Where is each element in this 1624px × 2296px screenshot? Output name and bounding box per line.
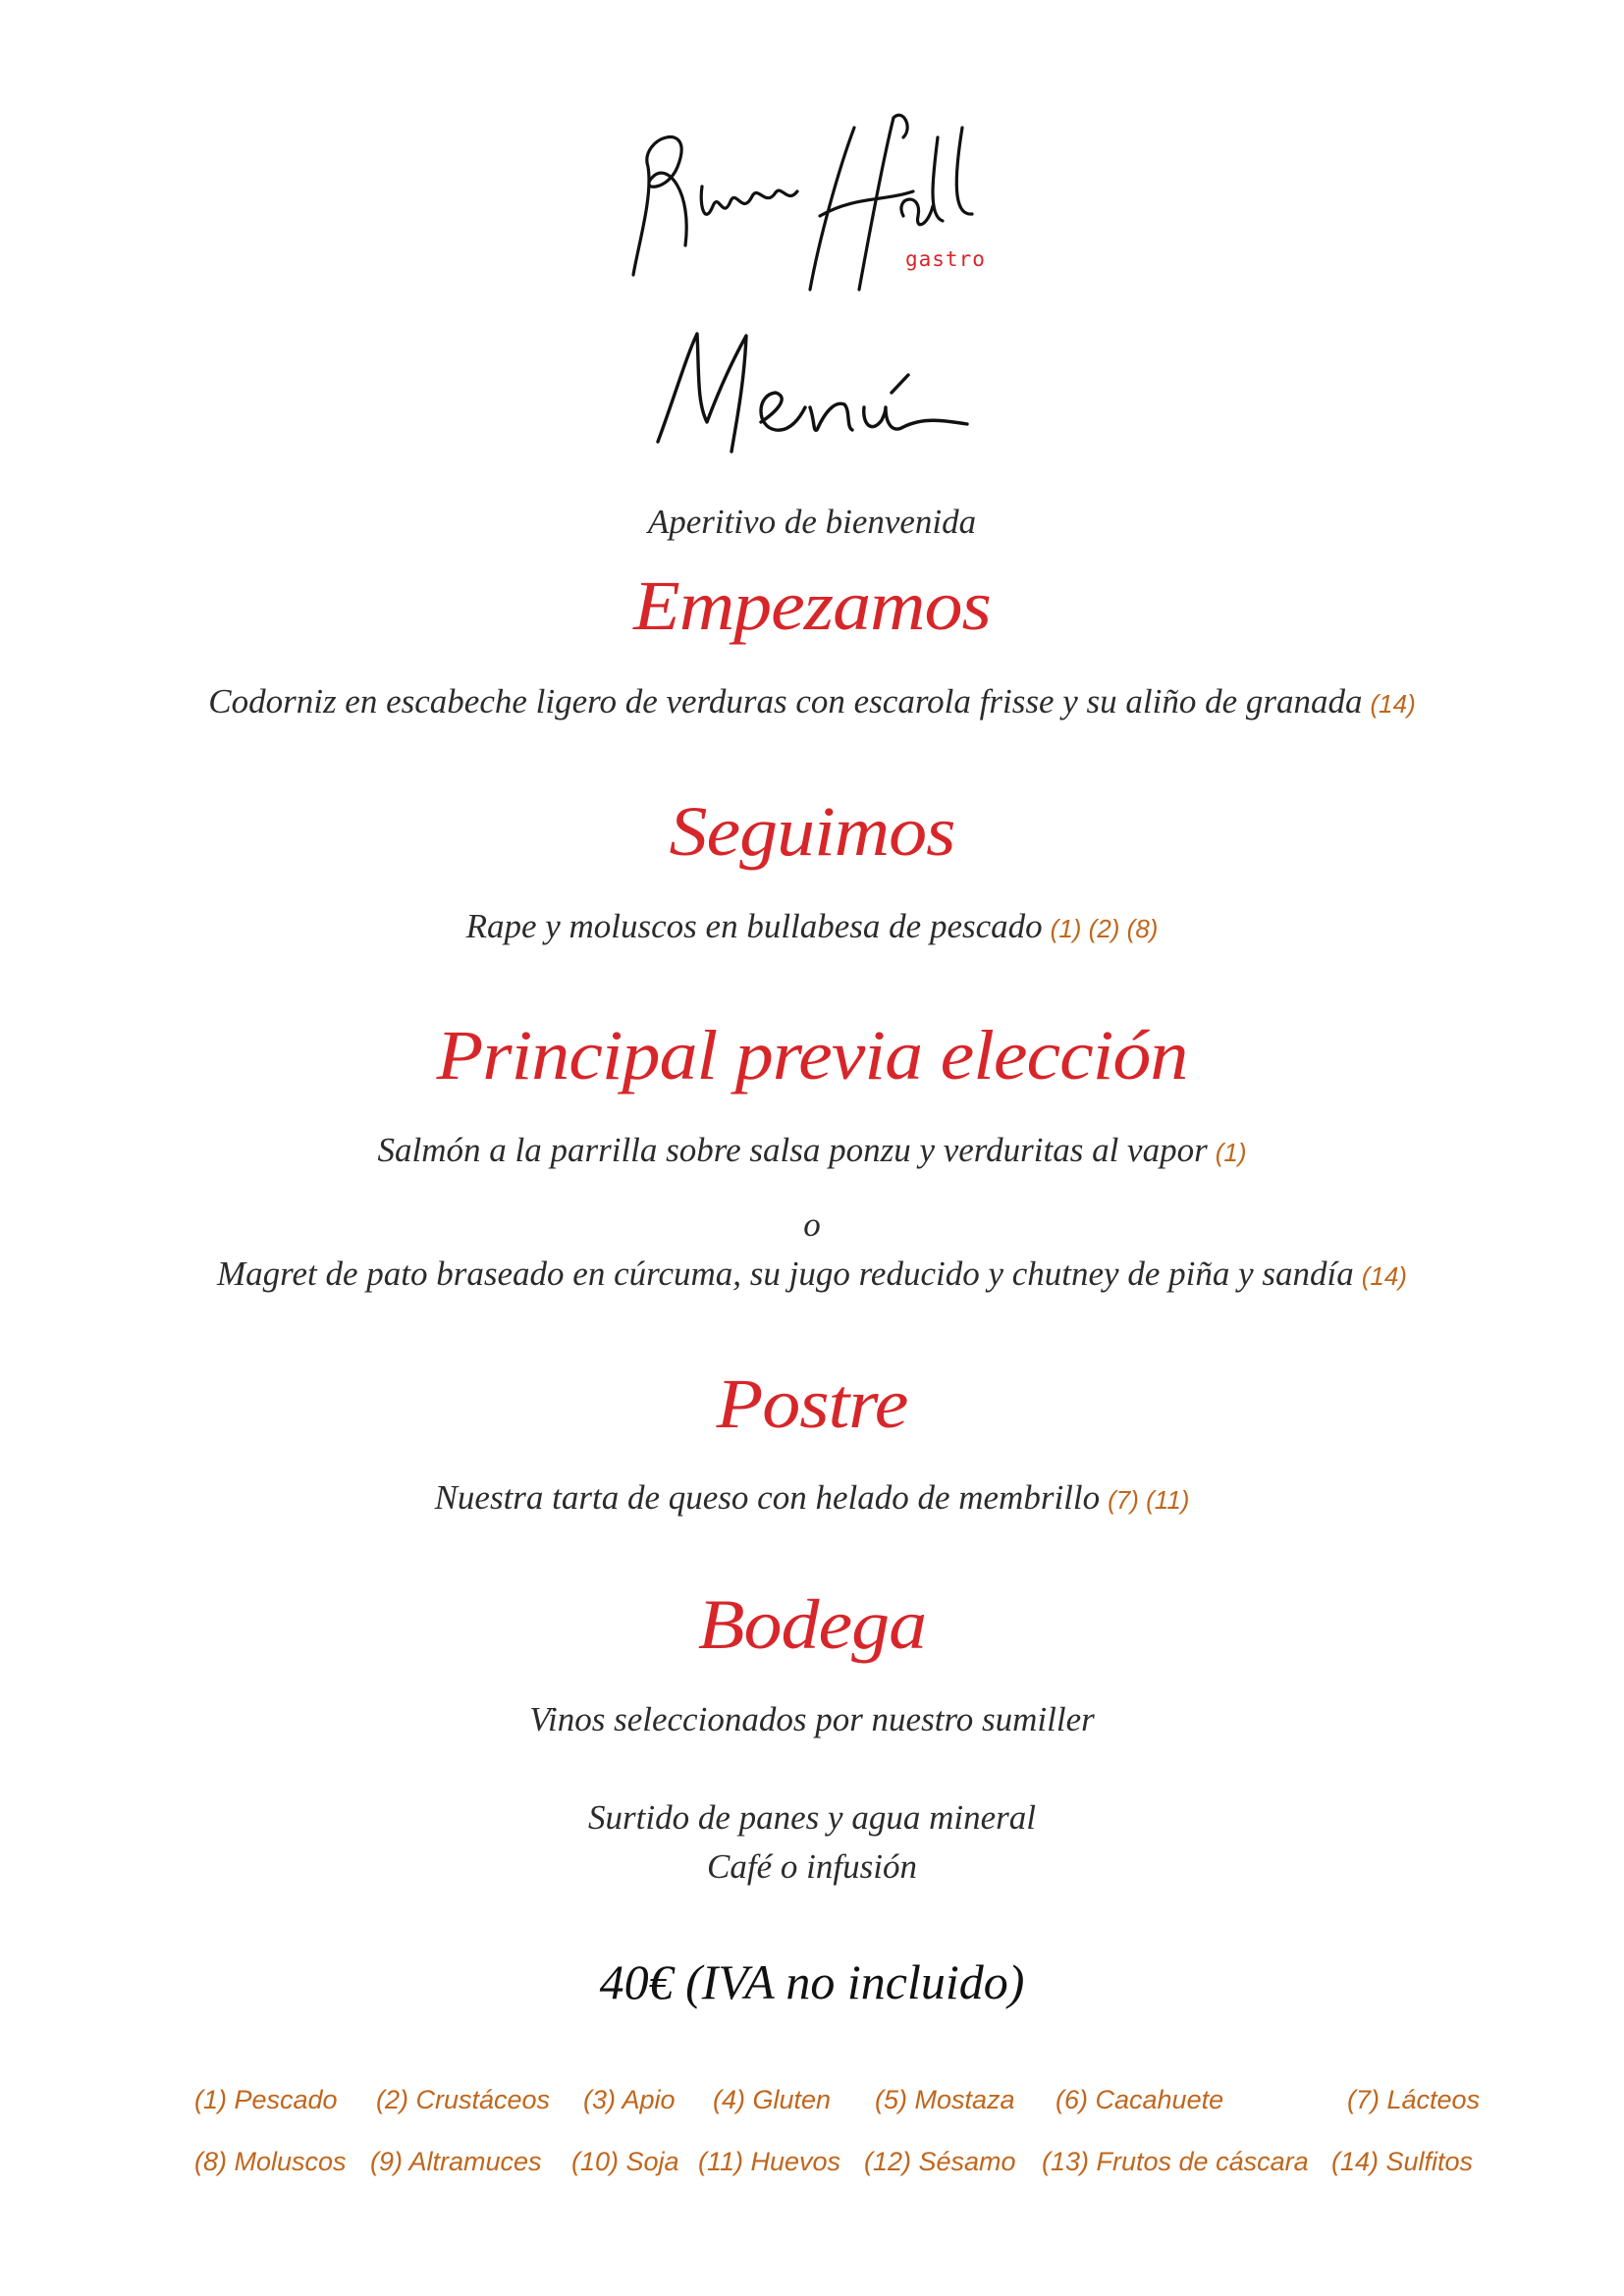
dish-principal-2 [0,1255,1624,1294]
dish-text: Vinos seleccionados por nuestro sumiller [529,1700,1095,1738]
welcome-line: Aperitivo de bienvenida [647,503,977,541]
allergen-legend-item: (14) Sulfitos [1331,2147,1474,2176]
allergen-legend-row-2 [0,2147,1624,2186]
menu-title-signature-icon [628,314,1001,471]
dish-text: Magret de pato braseado en cúrcuma, su jugo reducido y chutney de piña y sandía [217,1255,1354,1293]
allergen-legend-item: (6) Cacahuete [1056,2085,1224,2114]
dish-text: Codorniz en escabeche ligero de verduras con escarola frisse y su aliño de granada [208,682,1363,721]
section-title-seguimos: Seguimos [669,791,955,871]
section-title-principal: Principal previa elección [436,1015,1188,1095]
allergen-legend-item: (2) Crustáceos [376,2085,551,2114]
allergen-legend-item: (5) Mostaza [875,2085,1015,2114]
dish-allergens: (14) [1361,1261,1407,1291]
section-title-postre: Postre [716,1363,908,1443]
dish-principal-1 [0,1131,1624,1170]
brand-logo [609,98,1021,304]
menu-title [628,314,1001,471]
dish-text: Rape y moluscos en bullabesa de pescado [465,907,1043,945]
dish-separator: o [803,1205,821,1244]
allergen-legend-item: (10) Soja [571,2147,679,2176]
allergen-legend-row-1 [0,2085,1624,2124]
dish-text: Nuestra tarta de queso con helado de membrillo [434,1478,1101,1517]
dish-seguimos [0,907,1624,946]
allergen-legend-item: (13) Frutos de cáscara [1042,2147,1309,2176]
dish-empezamos [0,682,1624,721]
allergen-legend-item: (8) Moluscos [194,2147,347,2176]
allergen-legend-item: (11) Huevos [698,2147,841,2176]
allergen-legend-item: (7) Lácteos [1347,2085,1481,2114]
extra-bread-water: Surtido de panes y agua mineral [588,1798,1036,1837]
dish-allergens: (1) [1215,1138,1247,1167]
allergen-legend-item: (1) Pescado [194,2085,338,2114]
section-title-bodega: Bodega [697,1584,927,1664]
dish-allergens: (14) [1370,689,1416,719]
dish-allergens: (1) (2) (8) [1050,914,1159,943]
allergen-legend-item: (9) Altramuces [370,2147,542,2176]
allergen-legend-item: (3) Apio [583,2085,676,2114]
allergen-legend-item: (4) Gluten [713,2085,832,2114]
section-title-empezamos: Empezamos [633,565,991,645]
dish-text: Salmón a la parrilla sobre salsa ponzu y verduritas al vapor [377,1131,1208,1169]
river-hall-signature-icon [609,98,1021,304]
dish-allergens: (7) (11) [1108,1485,1190,1515]
dish-bodega [0,1700,1624,1739]
dish-postre [0,1478,1624,1518]
allergen-legend-item: (12) Sésamo [864,2147,1016,2176]
extra-coffee: Café o infusión [707,1847,917,1886]
brand-logo-subtext: gastro [905,247,986,271]
price: 40€ (IVA no incluido) [599,1954,1025,2009]
